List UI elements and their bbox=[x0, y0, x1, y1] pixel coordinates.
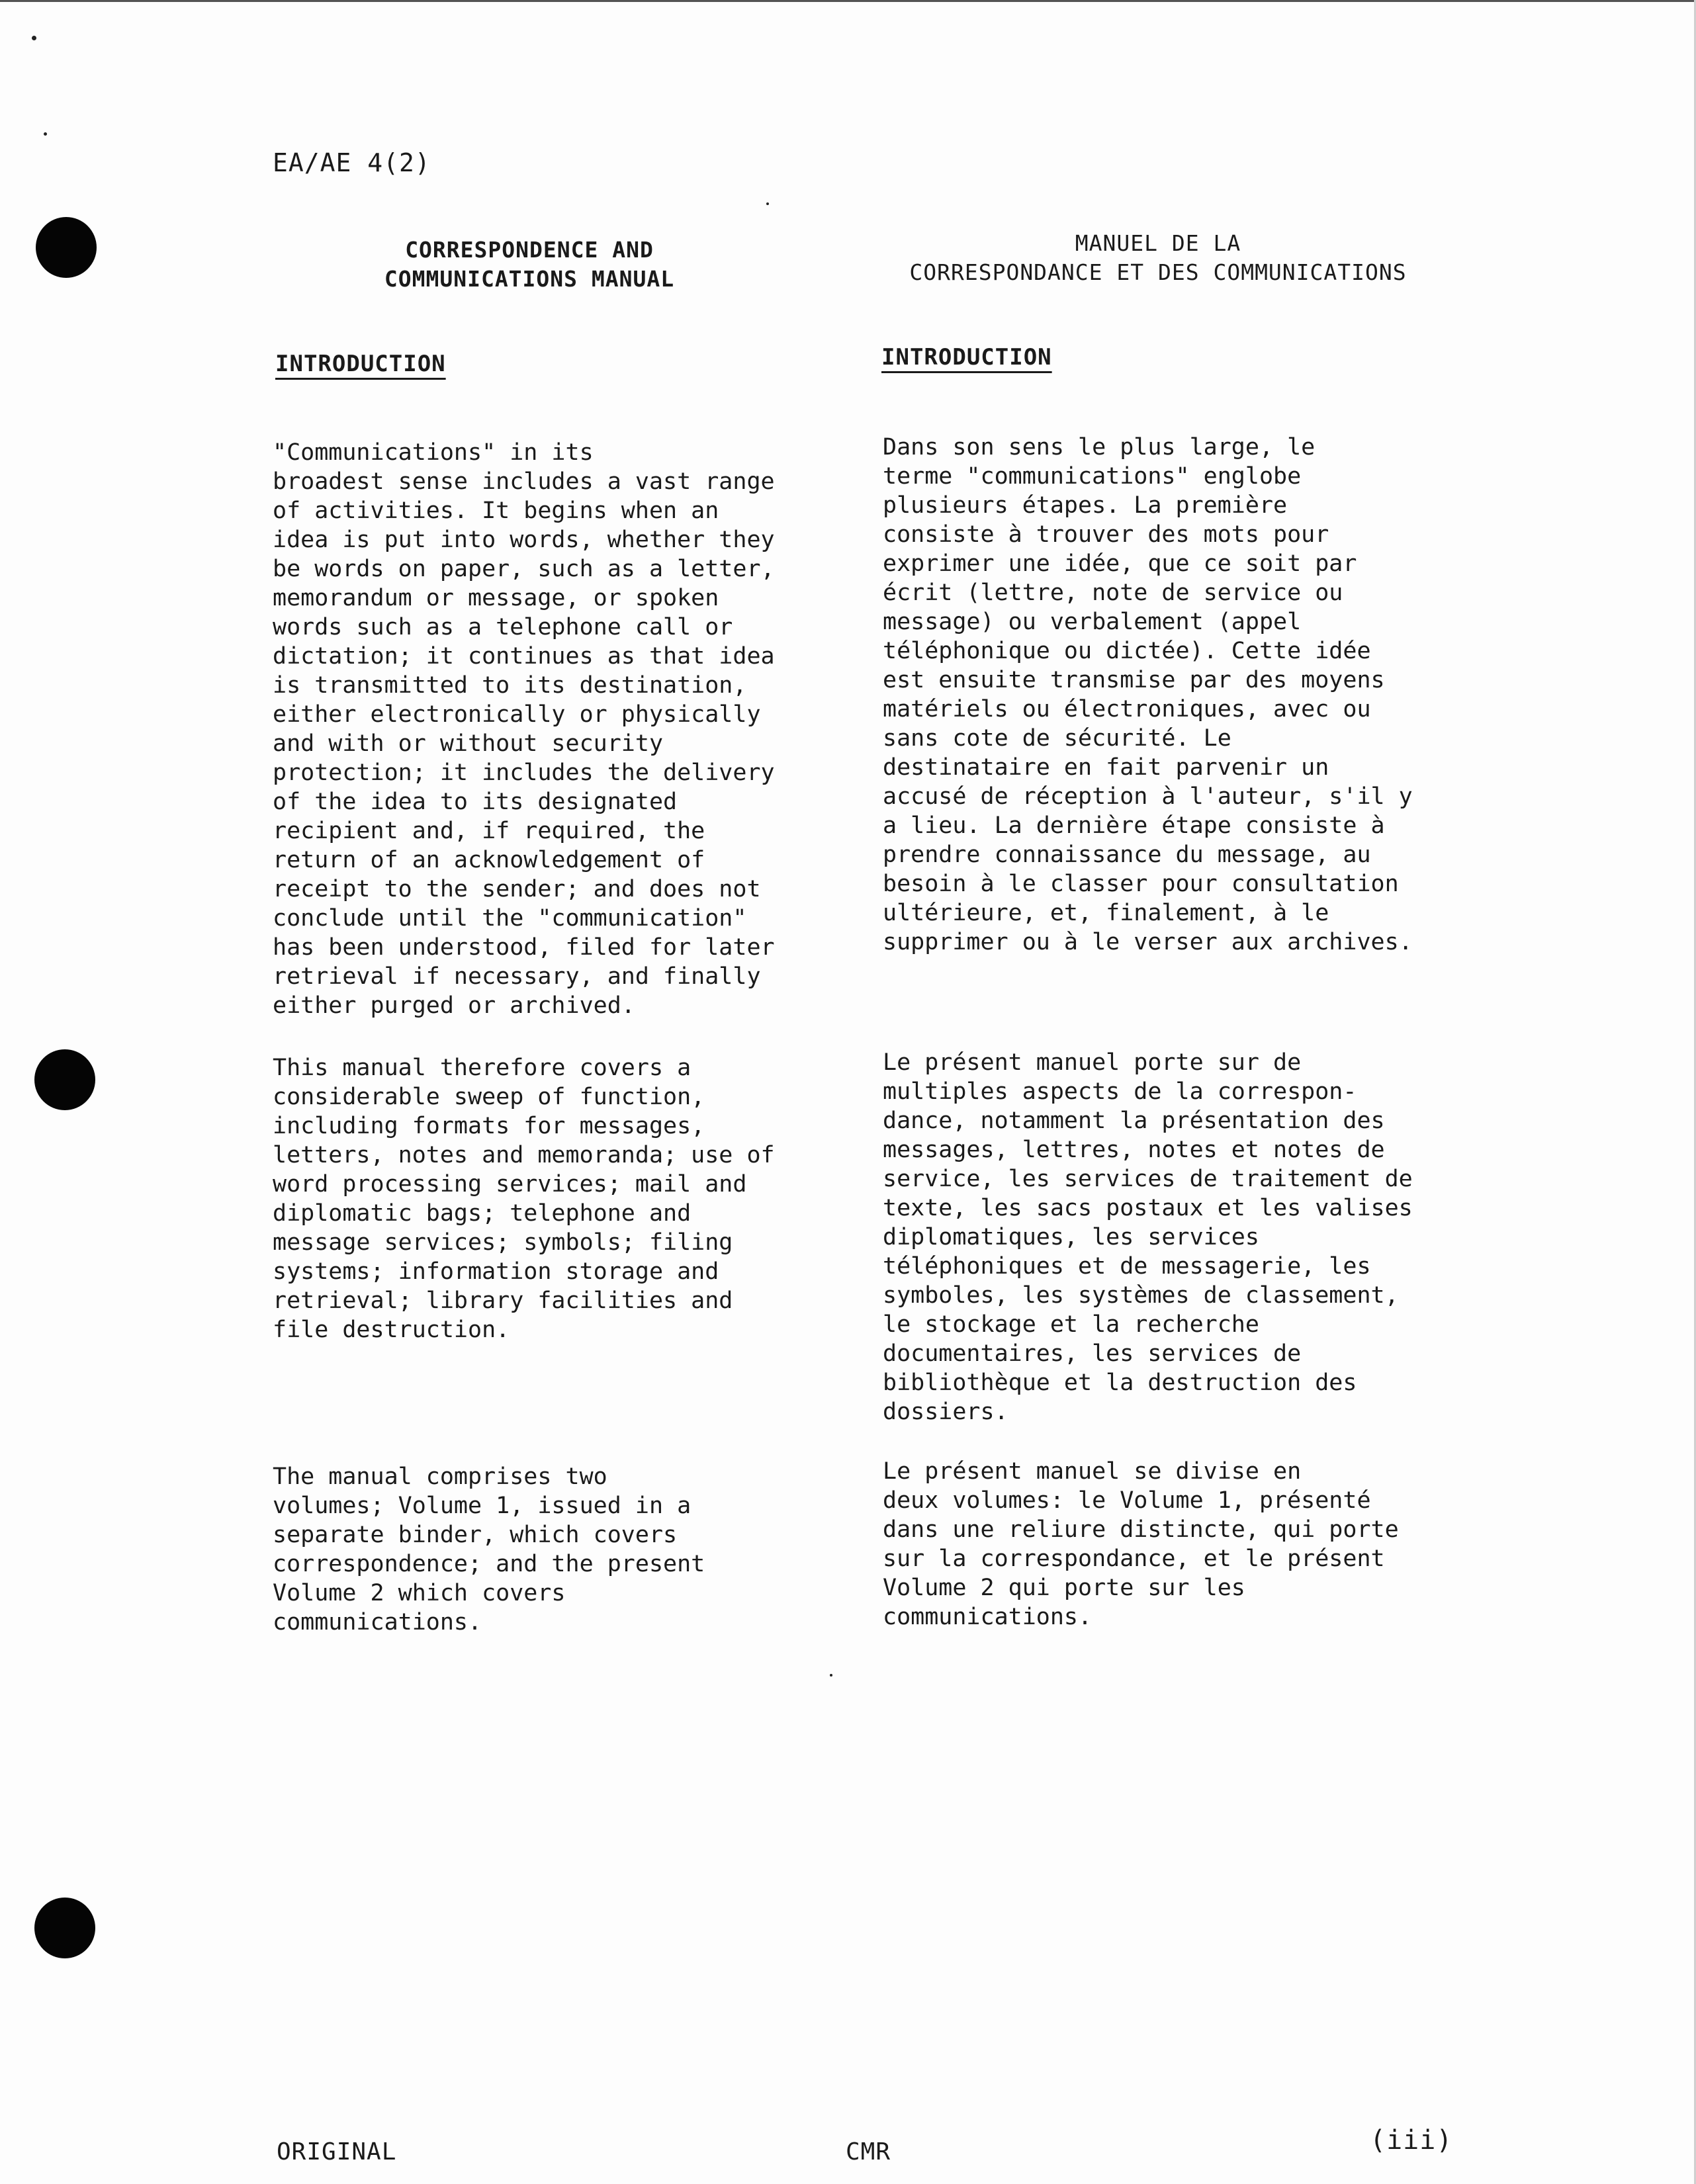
scan-top-edge bbox=[0, 0, 1696, 2]
punch-hole-bottom bbox=[34, 1898, 95, 1958]
scan-speck bbox=[32, 36, 36, 40]
punch-hole-middle bbox=[34, 1049, 95, 1110]
section-heading-french: INTRODUCTION bbox=[881, 344, 1052, 371]
paragraph-french-3: Le présent manuel se divise en deux volumes: le Volume 1, présenté dans une reliure distincte, qui porte sur la correspondance, et le présent Volume 2 qui porte sur les communications. bbox=[883, 1458, 1399, 1630]
document-reference: EA/AE 4(2) bbox=[273, 148, 431, 177]
footer-code: CMR bbox=[846, 2138, 891, 2165]
title-english: CORRESPONDENCE AND COMMUNICATIONS MANUAL bbox=[384, 237, 675, 292]
section-heading-english: INTRODUCTION bbox=[275, 351, 446, 377]
footer-page-number: (iii) bbox=[1370, 2125, 1453, 2156]
paragraph-french-2: Le présent manuel porte sur de multiples aspects de la correspon- dance, notamment la présentation des messages, lettres, notes et notes de service, les services de traitement de texte, les sacs postaux et les valises diplomatiques, les services téléphoniques et de messagerie, les symboles, les systèmes de classement, le stockage et la recherche documentaires, les services de bibliothèque et la destruction des dossiers. bbox=[883, 1049, 1413, 1425]
title-french: MANUEL DE LA CORRESPONDANCE ET DES COMMUNICATIONS bbox=[909, 230, 1407, 285]
scan-speck bbox=[766, 202, 769, 205]
footer-original: ORIGINAL bbox=[277, 2138, 397, 2165]
paragraph-english-1: "Communications" in its broadest sense includes a vast range of activities. It begins when an idea is put into words, whether they be words on paper, such as a letter, memorandum or message, or spoken words such as a telephone call or dictation; it continues as that idea is transmitted to its destination, either electronically or physically and with or without security protection; it includes the delivery of the idea to its designated recipient and, if required, the return of an acknowledgement of receipt to the sender; and does not conclude until the "communication" has been understood, filed for later retrieval if necessary, and finally either purged or archived. bbox=[273, 439, 775, 1019]
scan-speck bbox=[44, 132, 47, 136]
scan-speck bbox=[830, 1674, 832, 1677]
paragraph-english-2: This manual therefore covers a considerable sweep of function, including formats for messages, letters, notes and memoranda; use of word processing services; mail and diplomatic bags; telephone and message services; symbols; filing systems; information storage and retrieval; library facilities and file destruction. bbox=[273, 1055, 775, 1343]
paragraph-english-3: The manual comprises two volumes; Volume 1, issued in a separate binder, which covers correspondence; and the present Volume 2 which covers communications. bbox=[273, 1463, 705, 1636]
paragraph-french-1: Dans son sens le plus large, le terme "communications" englobe plusieurs étapes. La première consiste à trouver des mots pour exprimer une idée, que ce soit par écrit (lettre, note de service ou message) ou verbalement (appel téléphonique ou dictée). Cette idée est ensuite transmise par des moyens matériels ou électroniques, avec ou sans cote de sécurité. Le destinataire en fait parvenir un accusé de réception à l'auteur, s'il y a lieu. La dernière étape consiste à prendre connaissance du message, au besoin à le classer pour consultation ultérieure, et, finalement, à le supprimer ou à le verser aux archives. bbox=[883, 434, 1413, 955]
punch-hole-top bbox=[36, 217, 97, 278]
